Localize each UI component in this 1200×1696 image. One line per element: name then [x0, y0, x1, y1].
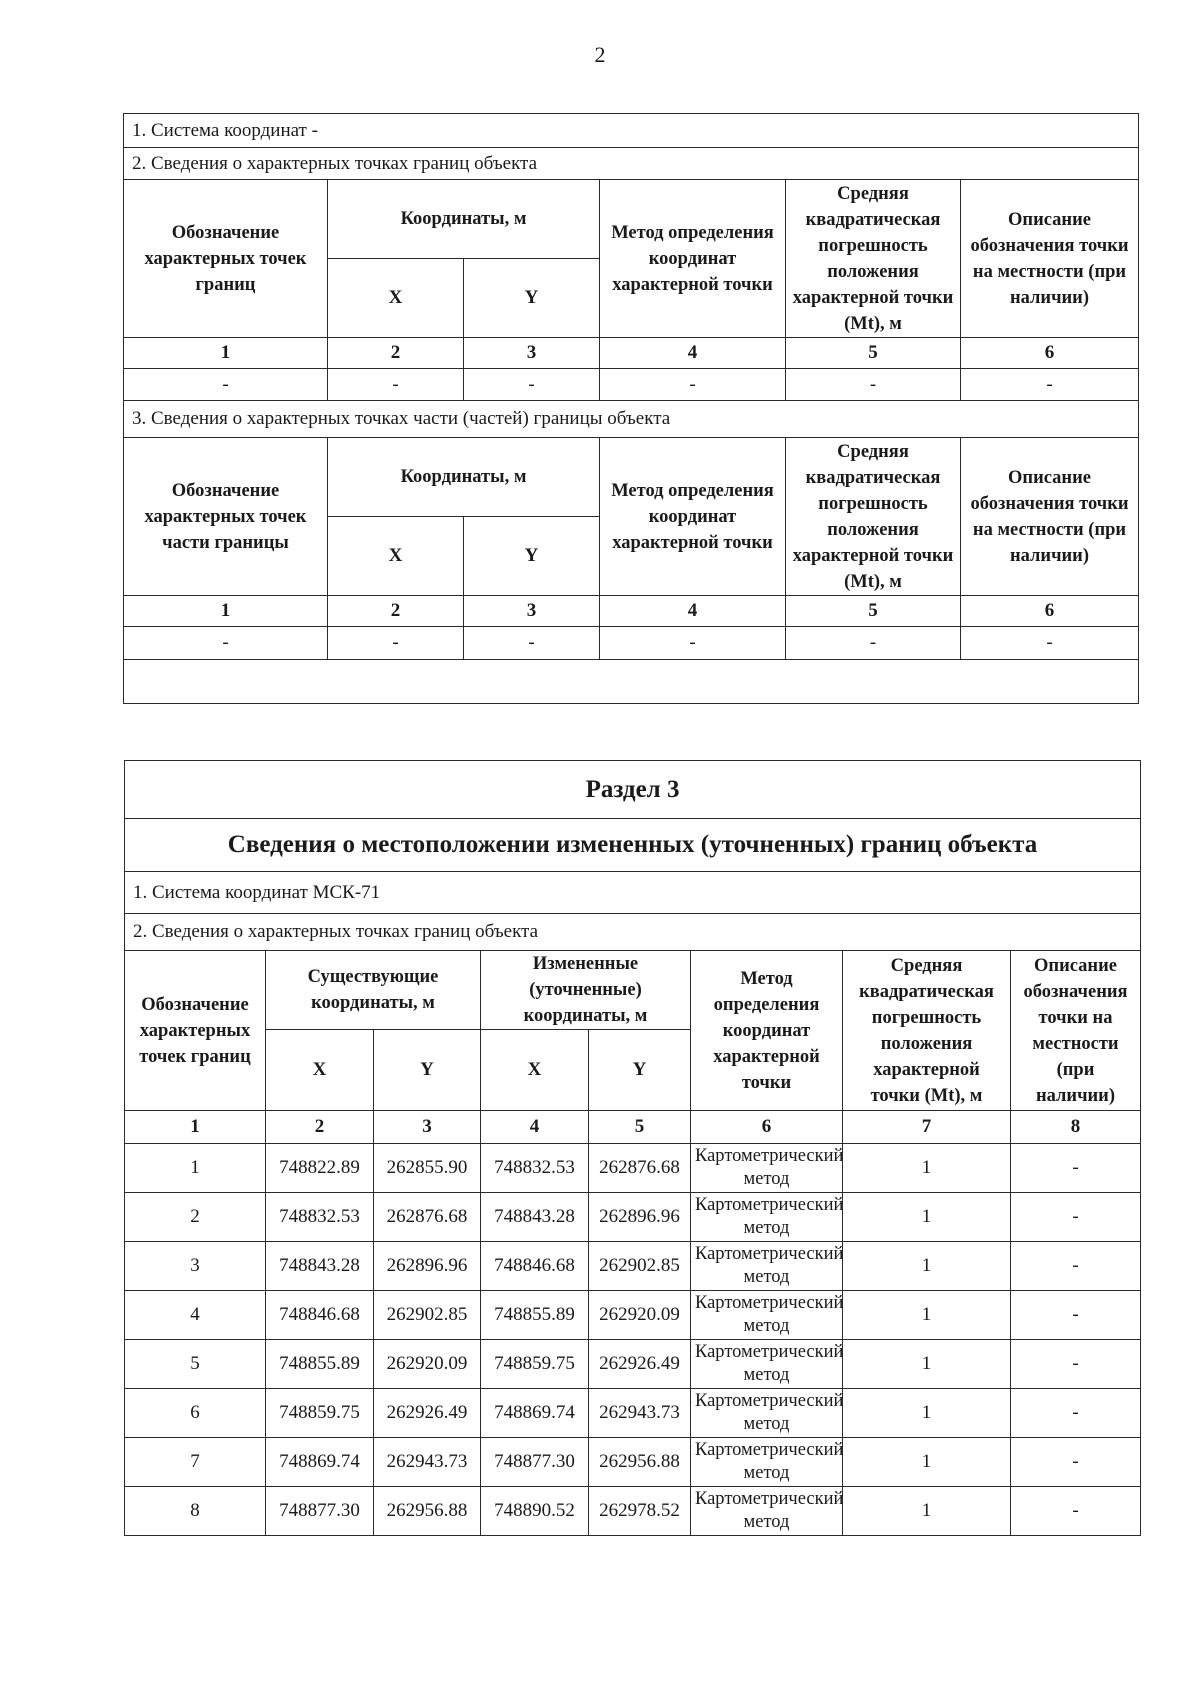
point-number-cell: 3 [125, 1242, 266, 1291]
point-number-cell: 7 [125, 1438, 266, 1487]
method-cell: Картометрический метод [691, 1242, 843, 1291]
table-row [125, 1242, 1141, 1291]
table-row [125, 1193, 1141, 1242]
section-title: Сведения о местоположении измененных (уточненных) границ объекта [125, 819, 1141, 872]
header-designation: Обозначение характерных точек границ [124, 180, 328, 338]
description-cell: - [1011, 1193, 1141, 1242]
changed-y-cell: 262896.96 [589, 1193, 691, 1242]
header-error: Средняя квадратическая погрешность положения характерной точки (Mt), м [786, 180, 961, 338]
col-number: 2 [328, 338, 464, 369]
col-number: 7 [843, 1111, 1011, 1144]
col-number: 5 [786, 338, 961, 369]
point-number-cell: 4 [125, 1291, 266, 1340]
method-cell: Картометрический метод [691, 1193, 843, 1242]
existing-x-cell: 748877.30 [266, 1487, 374, 1536]
mt-error-cell: 1 [843, 1291, 1011, 1340]
header-x: X [328, 259, 464, 338]
parts-header-coords: Координаты, м [328, 438, 600, 517]
col-number: 2 [266, 1111, 374, 1144]
parts-col-number: 1 [124, 596, 328, 627]
col-number: 4 [600, 338, 786, 369]
empty-cell: - [961, 369, 1139, 401]
existing-y-cell: 262896.96 [374, 1242, 481, 1291]
header-existing-coords: Существующие координаты, м [266, 951, 481, 1030]
method-cell: Картометрический метод [691, 1291, 843, 1340]
changed-x-cell: 748890.52 [481, 1487, 589, 1536]
existing-y-cell: 262920.09 [374, 1340, 481, 1389]
header-coords: Координаты, м [328, 180, 600, 259]
changed-x-cell: 748846.68 [481, 1242, 589, 1291]
point-number-cell: 1 [125, 1144, 266, 1193]
header-changed-x: X [481, 1030, 589, 1111]
parts-empty-cell: - [328, 627, 464, 660]
header-method: Метод определения координат характерной точки [691, 951, 843, 1111]
mt-error-cell: 1 [843, 1487, 1011, 1536]
changed-y-cell: 262902.85 [589, 1242, 691, 1291]
parts-header-error: Средняя квадратическая погрешность положения характерной точки (Mt), м [786, 438, 961, 596]
changed-y-cell: 262978.52 [589, 1487, 691, 1536]
parts-header-y: Y [464, 517, 600, 596]
changed-x-cell: 748843.28 [481, 1193, 589, 1242]
parts-empty-cell: - [961, 627, 1139, 660]
parts-col-number: 5 [786, 596, 961, 627]
method-cell: Картометрический метод [691, 1340, 843, 1389]
col-number: 5 [589, 1111, 691, 1144]
mt-error-cell: 1 [843, 1193, 1011, 1242]
parts-col-number: 4 [600, 596, 786, 627]
parts-col-number: 2 [328, 596, 464, 627]
parts-header-description: Описание обозначения точки на местности (при наличии) [961, 438, 1139, 596]
col-number: 3 [464, 338, 600, 369]
changed-y-cell: 262920.09 [589, 1291, 691, 1340]
mt-error-cell: 1 [843, 1438, 1011, 1487]
changed-x-cell: 748832.53 [481, 1144, 589, 1193]
existing-x-cell: 748855.89 [266, 1340, 374, 1389]
parts-header-x: X [328, 517, 464, 596]
header-changed-coords: Измененные (уточненные) координаты, м [481, 951, 691, 1030]
header-changed-y: Y [589, 1030, 691, 1111]
point-number-cell: 5 [125, 1340, 266, 1389]
description-cell: - [1011, 1487, 1141, 1536]
description-cell: - [1011, 1438, 1141, 1487]
empty-cell: - [328, 369, 464, 401]
method-cell: Картометрический метод [691, 1389, 843, 1438]
mt-error-cell: 1 [843, 1389, 1011, 1438]
parts-empty-cell: - [786, 627, 961, 660]
section-heading: Раздел 3 [125, 761, 1141, 819]
existing-x-cell: 748869.74 [266, 1438, 374, 1487]
coord-system-line: 1. Система координат - [124, 114, 1139, 148]
points-title: 2. Сведения о характерных точках границ объекта [124, 148, 1139, 180]
section3-boundary-table [124, 760, 1141, 1536]
method-cell: Картометрический метод [691, 1144, 843, 1193]
parts-title: 3. Сведения о характерных точках части (частей) границы объекта [124, 401, 1139, 438]
existing-y-cell: 262956.88 [374, 1487, 481, 1536]
method-cell: Картометрический метод [691, 1487, 843, 1536]
point-number-cell: 8 [125, 1487, 266, 1536]
changed-y-cell: 262876.68 [589, 1144, 691, 1193]
header-existing-y: Y [374, 1030, 481, 1111]
method-cell: Картометрический метод [691, 1438, 843, 1487]
existing-y-cell: 262902.85 [374, 1291, 481, 1340]
changed-x-cell: 748859.75 [481, 1340, 589, 1389]
table-row [125, 1340, 1141, 1389]
points-title: 2. Сведения о характерных точках границ объекта [125, 914, 1141, 951]
page-number: 2 [594, 42, 606, 67]
parts-col-number: 3 [464, 596, 600, 627]
col-number: 1 [124, 338, 328, 369]
blank-row [124, 660, 1139, 704]
existing-y-cell: 262943.73 [374, 1438, 481, 1487]
table-row [125, 1291, 1141, 1340]
empty-cell: - [124, 369, 328, 401]
header-existing-x: X [266, 1030, 374, 1111]
existing-x-cell: 748832.53 [266, 1193, 374, 1242]
description-cell: - [1011, 1144, 1141, 1193]
parts-empty-cell: - [464, 627, 600, 660]
col-number: 8 [1011, 1111, 1141, 1144]
empty-cell: - [464, 369, 600, 401]
description-cell: - [1011, 1291, 1141, 1340]
empty-cell: - [600, 369, 786, 401]
existing-x-cell: 748846.68 [266, 1291, 374, 1340]
parts-empty-cell: - [124, 627, 328, 660]
point-number-cell: 2 [125, 1193, 266, 1242]
mt-error-cell: 1 [843, 1242, 1011, 1291]
description-cell: - [1011, 1340, 1141, 1389]
mt-error-cell: 1 [843, 1144, 1011, 1193]
header-description: Описание обозначения точки на местности (при наличии) [961, 180, 1139, 338]
table-row [125, 1389, 1141, 1438]
existing-x-cell: 748843.28 [266, 1242, 374, 1291]
changed-y-cell: 262956.88 [589, 1438, 691, 1487]
table-row [125, 1438, 1141, 1487]
changed-y-cell: 262943.73 [589, 1389, 691, 1438]
col-number: 6 [961, 338, 1139, 369]
mt-error-cell: 1 [843, 1340, 1011, 1389]
existing-y-cell: 262855.90 [374, 1144, 481, 1193]
existing-y-cell: 262926.49 [374, 1389, 481, 1438]
changed-y-cell: 262926.49 [589, 1340, 691, 1389]
col-number: 4 [481, 1111, 589, 1144]
existing-y-cell: 262876.68 [374, 1193, 481, 1242]
header-description: Описание обозначения точки на местности (при наличии) [1011, 951, 1141, 1111]
existing-x-cell: 748822.89 [266, 1144, 374, 1193]
parts-empty-cell: - [600, 627, 786, 660]
col-number: 1 [125, 1111, 266, 1144]
parts-col-number: 6 [961, 596, 1139, 627]
changed-x-cell: 748877.30 [481, 1438, 589, 1487]
col-number: 6 [691, 1111, 843, 1144]
table-row [125, 1144, 1141, 1193]
description-cell: - [1011, 1389, 1141, 1438]
section2-boundary-table [123, 113, 1139, 704]
header-method: Метод определения координат характерной точки [600, 180, 786, 338]
coord-system-line: 1. Система координат МСК-71 [125, 872, 1141, 914]
changed-x-cell: 748855.89 [481, 1291, 589, 1340]
empty-cell: - [786, 369, 961, 401]
parts-header-method: Метод определения координат характерной точки [600, 438, 786, 596]
point-number-cell: 6 [125, 1389, 266, 1438]
col-number: 3 [374, 1111, 481, 1144]
parts-header-designation: Обозначение характерных точек части границы [124, 438, 328, 596]
header-y: Y [464, 259, 600, 338]
point-rows [125, 1144, 1141, 1536]
table-row [125, 1487, 1141, 1536]
description-cell: - [1011, 1242, 1141, 1291]
header-error: Средняя квадратическая погрешность положения характерной точки (Mt), м [843, 951, 1011, 1111]
existing-x-cell: 748859.75 [266, 1389, 374, 1438]
header-designation: Обозначение характерных точек границ [125, 951, 266, 1111]
changed-x-cell: 748869.74 [481, 1389, 589, 1438]
